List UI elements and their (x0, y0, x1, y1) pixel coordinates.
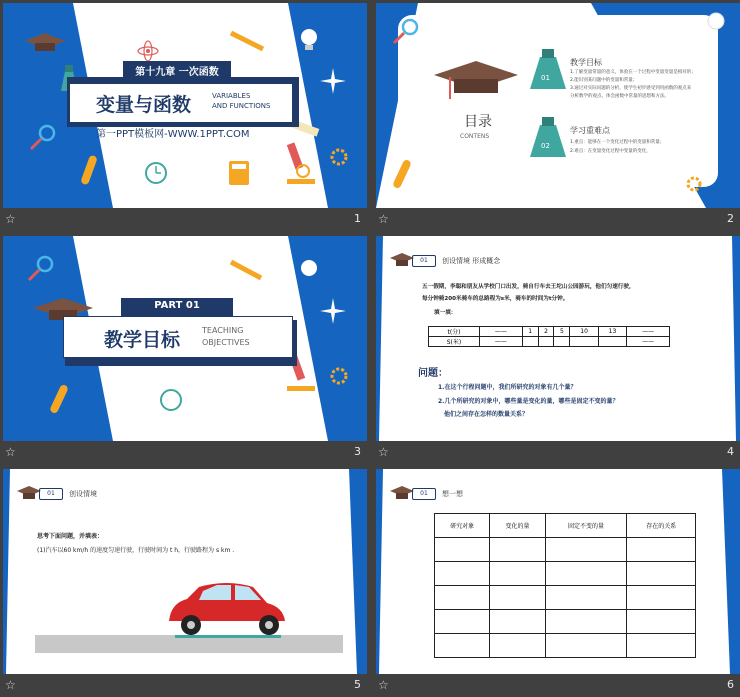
table-cell: S(米) (429, 337, 480, 347)
table-cell: —— (479, 327, 522, 337)
table-cell: —— (479, 337, 522, 347)
subtitle-en-1: VARIABLES (212, 92, 251, 100)
item2-line-1: 1.重点：能够在一个变化过程中的变量和常量； (570, 140, 665, 145)
paragraph-line-1: 五一假期，李聪和朋友从学校门口出发，骑自行车去王坨山公园游玩，他们匀速行驶， (422, 284, 635, 290)
section-heading: 创设情境 (69, 490, 97, 498)
reflection-table (434, 513, 696, 658)
slide-6-footer (376, 674, 740, 697)
table-row (429, 337, 670, 347)
item2-badge: 02 (541, 142, 550, 150)
table-cell: 5 (554, 327, 570, 337)
table-cell: 1 (522, 327, 538, 337)
table-cell: t(分) (429, 327, 480, 337)
paragraph-line-2: 每分钟骑200米骑车的总路程为s米，骑车的时间为t分钟。 (422, 296, 569, 302)
question-2: 2.几个所研究的对象中，哪些量是变化的量，哪些是固定不变的量？ (438, 398, 619, 405)
slide-5-footer (3, 674, 367, 697)
table-header-cell: 研究对象 (435, 514, 490, 538)
table-cell[interactable] (627, 586, 696, 610)
slide-thumbnail-3[interactable] (3, 236, 367, 464)
table-cell[interactable] (627, 538, 696, 562)
item1-title: 教学目标 (570, 58, 602, 67)
table-cell[interactable] (490, 562, 545, 586)
slide-thumbnail-6[interactable] (376, 469, 740, 697)
instruction-line-2: (1)汽车以60 km/h 的速度匀速行驶，行驶时间为 t h，行驶路程为 s km . (37, 547, 235, 554)
slide-6-canvas (376, 469, 740, 674)
table-cell[interactable] (627, 562, 696, 586)
table-cell[interactable] (545, 634, 627, 658)
table-cell[interactable] (545, 586, 627, 610)
table-cell (570, 337, 598, 347)
table-cell[interactable] (435, 586, 490, 610)
chapter-banner (123, 61, 231, 79)
slide-thumbnail-5[interactable] (3, 469, 367, 697)
slide-4-footer (376, 441, 740, 464)
table-cell[interactable] (435, 562, 490, 586)
table-cell: —— (627, 327, 670, 337)
table-header-cell: 存在的关系 (627, 514, 696, 538)
table-cell[interactable] (545, 562, 627, 586)
title-box (69, 83, 293, 123)
flask-badge-icon (376, 3, 740, 208)
table-cell[interactable] (435, 538, 490, 562)
table-cell[interactable] (435, 634, 490, 658)
slide-5-canvas (3, 469, 367, 674)
slide-4-canvas (376, 236, 740, 441)
slide-number: 5 (354, 678, 361, 691)
website-url: 第一PPT模板网-WWW.1PPT.COM (96, 129, 250, 140)
badge-label: 01 (47, 490, 55, 497)
chapter-label: 第十九章 一次函数 (135, 67, 219, 78)
slide-number: 2 (727, 212, 734, 225)
slide-title: 变量与函数 (96, 94, 192, 116)
table-cell: 13 (598, 327, 626, 337)
table-cell[interactable] (490, 610, 545, 634)
slide-3-canvas (3, 236, 367, 441)
question-1: 1.在这个行程问题中，我们所研究的对象有几个量？ (438, 384, 577, 391)
slide-number: 3 (354, 445, 361, 458)
question-label: 问题： (418, 368, 448, 379)
slide-number: 6 (727, 678, 734, 691)
star-icon[interactable]: ☆ (5, 212, 16, 226)
subtitle-en-2: OBJECTIVES (202, 338, 250, 347)
slide-1-canvas (3, 3, 367, 208)
subtitle-en-2: AND FUNCTIONS (212, 102, 271, 110)
table-row (435, 610, 696, 634)
slide-thumbnail-2[interactable] (376, 3, 740, 231)
table-row (429, 327, 670, 337)
item1-badge: 01 (541, 74, 550, 82)
section-heading: 想一想 (442, 490, 463, 498)
table-cell[interactable] (490, 586, 545, 610)
table-cell: 10 (570, 327, 598, 337)
badge-label: 01 (420, 257, 428, 264)
table-cell (522, 337, 538, 347)
table-cell[interactable] (490, 538, 545, 562)
table-row (435, 538, 696, 562)
table-header-cell: 变化的量 (490, 514, 545, 538)
star-icon[interactable]: ☆ (5, 678, 16, 692)
instruction-line-1: 思考下面问题，并填表： (37, 533, 104, 540)
table-cell[interactable] (545, 610, 627, 634)
slide-thumbnail-1[interactable] (3, 3, 367, 231)
badge-label: 01 (420, 490, 428, 497)
section-badge (412, 488, 436, 500)
item1-line-2: 2.能识别某问题中的变量和常量； (570, 78, 638, 83)
table-header-cell: 固定不变的量 (545, 514, 627, 538)
fill-table (428, 326, 670, 347)
star-icon[interactable]: ☆ (378, 678, 389, 692)
item1-line-3: 3.通过对实际问题的分析，使学生初步感受到用函数的观点来 (570, 86, 692, 91)
slide-2-canvas (376, 3, 740, 208)
item2-title: 学习重难点 (570, 126, 610, 135)
table-cell (538, 337, 554, 347)
table-row (435, 586, 696, 610)
slide-number: 1 (354, 212, 361, 225)
table-row (435, 562, 696, 586)
table-row (435, 634, 696, 658)
part-label: PART 01 (154, 300, 200, 311)
slide-1-footer (3, 208, 367, 231)
slide-title: 教学目标 (104, 329, 181, 351)
star-icon[interactable]: ☆ (378, 212, 389, 226)
section-heading: 创设情境 形成概念 (442, 257, 501, 265)
star-icon[interactable]: ☆ (378, 445, 389, 459)
slide-thumbnail-4[interactable] (376, 236, 740, 464)
fill-label: 填一填： (434, 310, 457, 316)
item1-line-1: 1.了解变量常量的意义，体验在一个过程中变量变量是相对的； (570, 70, 696, 75)
slide-number: 4 (727, 445, 734, 458)
item2-line-2: 2.难点：在变量变化过程中变量的变化， (570, 149, 651, 154)
table-cell: —— (627, 337, 670, 347)
slide-3-footer (3, 441, 367, 464)
star-icon[interactable]: ☆ (5, 445, 16, 459)
table-cell[interactable] (627, 610, 696, 634)
table-cell (598, 337, 626, 347)
question-3: 他们之间存在怎样的数量关系？ (444, 411, 529, 418)
table-header-row (435, 514, 696, 538)
car-icon (3, 469, 367, 674)
table-cell[interactable] (435, 610, 490, 634)
table-cell[interactable] (627, 634, 696, 658)
item1-line-4: 分析数学的观点。体会函数中常量的思想和方法。 (570, 94, 669, 99)
table-cell: 2 (538, 327, 554, 337)
table-cell (554, 337, 570, 347)
table-cell[interactable] (545, 538, 627, 562)
title-box (63, 316, 293, 358)
toc-title-en: CONTENS (460, 133, 490, 140)
toc-title: 目录 (464, 114, 492, 130)
part-banner (121, 298, 233, 316)
table-cell[interactable] (490, 634, 545, 658)
slide-2-footer (376, 208, 740, 231)
subtitle-en-1: TEACHING (202, 326, 244, 335)
section-badge (412, 255, 436, 267)
